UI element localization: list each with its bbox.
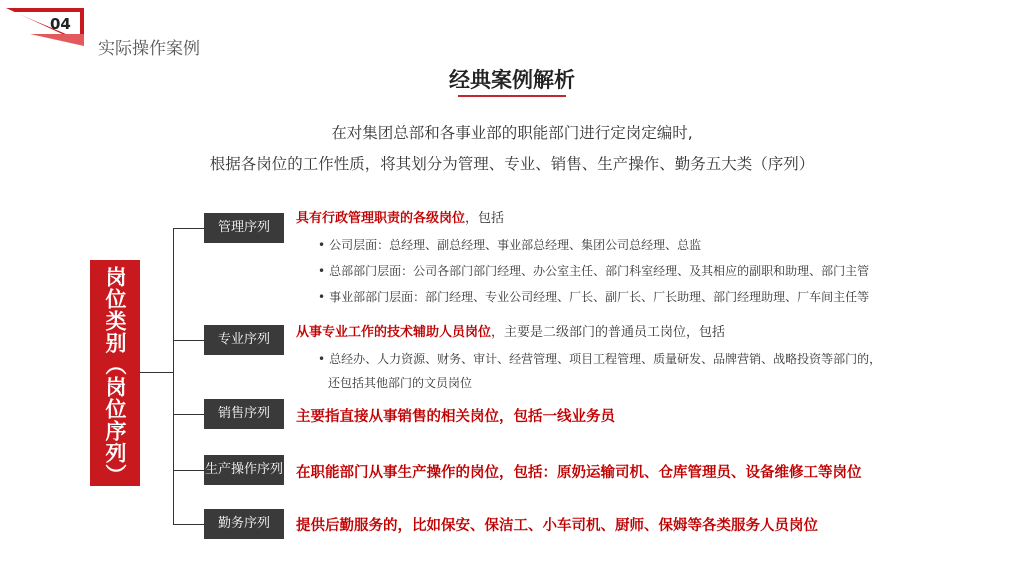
bullet-item: • 公司层面：总经理、副总经理、事业部总经理、集团公司总经理、总监 [318,238,702,252]
category-node-professional: 专业序列 [204,325,284,355]
connector-branch-2 [173,340,204,341]
desc-rest: ，主要是二级部门的普通员工岗位，包括 [491,325,726,340]
bullet-dot: • [318,290,326,304]
connector-branch-1 [173,228,204,229]
desc-highlight: 具有行政管理职责的各级岗位 [296,211,466,226]
section-number: 04 [50,15,71,33]
intro-line-2: 根据各岗位的工作性质，将其划分为管理、专业、销售、生产操作、勤务五大类（序列） [209,155,815,173]
category-node-management: 管理序列 [204,213,284,243]
connector-branch-5 [173,524,204,525]
bullet-item: • 总部部门层面：公司各部门部门经理、办公室主任、部门科室经理、及其相应的副职和助理、部门主管 [318,264,870,278]
section-title: 实际操作案例 [98,39,200,59]
root-node-label: 岗位类别（岗位序列） [103,266,127,486]
category-desc-service: 提供后勤服务的，比如保安、保洁工、小车司机、厨师、保姆等各类服务人员岗位 [296,518,818,534]
bullet-dot: • [318,238,326,252]
bullet-dot: • [318,264,326,278]
desc-highlight: 从事专业工作的技术辅助人员岗位 [296,325,492,340]
bullet-item: • 事业部部门层面：部门经理、专业公司经理、厂长、副厂长、厂长助理、部门经理助理、厂车间主任等 [318,290,870,304]
intro-line-1: 在对集团总部和各事业部的职能部门进行定岗定编时, [331,124,693,142]
bullet-dot: • [318,352,326,366]
category-desc-professional [296,321,725,340]
bullet-item: • 总经办、人力资源、财务、审计、经营管理、项目工程管理、质量研发、品牌营销、战略投资等部门的， [318,352,882,366]
section-corner-decoration [0,0,100,70]
bullet-continuation: 还包括其他部门的文员岗位 [328,376,473,390]
title-underline [458,95,566,97]
category-desc-production: 在职能部门从事生产操作的岗位，包括：原奶运输司机、仓库管理员、设备维修工等岗位 [296,465,862,481]
root-node-job-category [90,260,140,486]
connector-branch-4 [173,470,204,471]
category-node-sales: 销售序列 [204,399,284,429]
page-title: 经典案例解析 [449,68,575,92]
connector-trunk [173,228,174,524]
category-desc-sales: 主要指直接从事销售的相关岗位，包括一线业务员 [296,409,615,425]
category-node-service: 勤务序列 [204,509,284,539]
connector-root [140,372,174,373]
category-desc-management [296,207,504,226]
desc-rest: ，包括 [465,211,505,226]
category-node-production: 生产操作序列 [204,455,284,485]
connector-branch-3 [173,414,204,415]
